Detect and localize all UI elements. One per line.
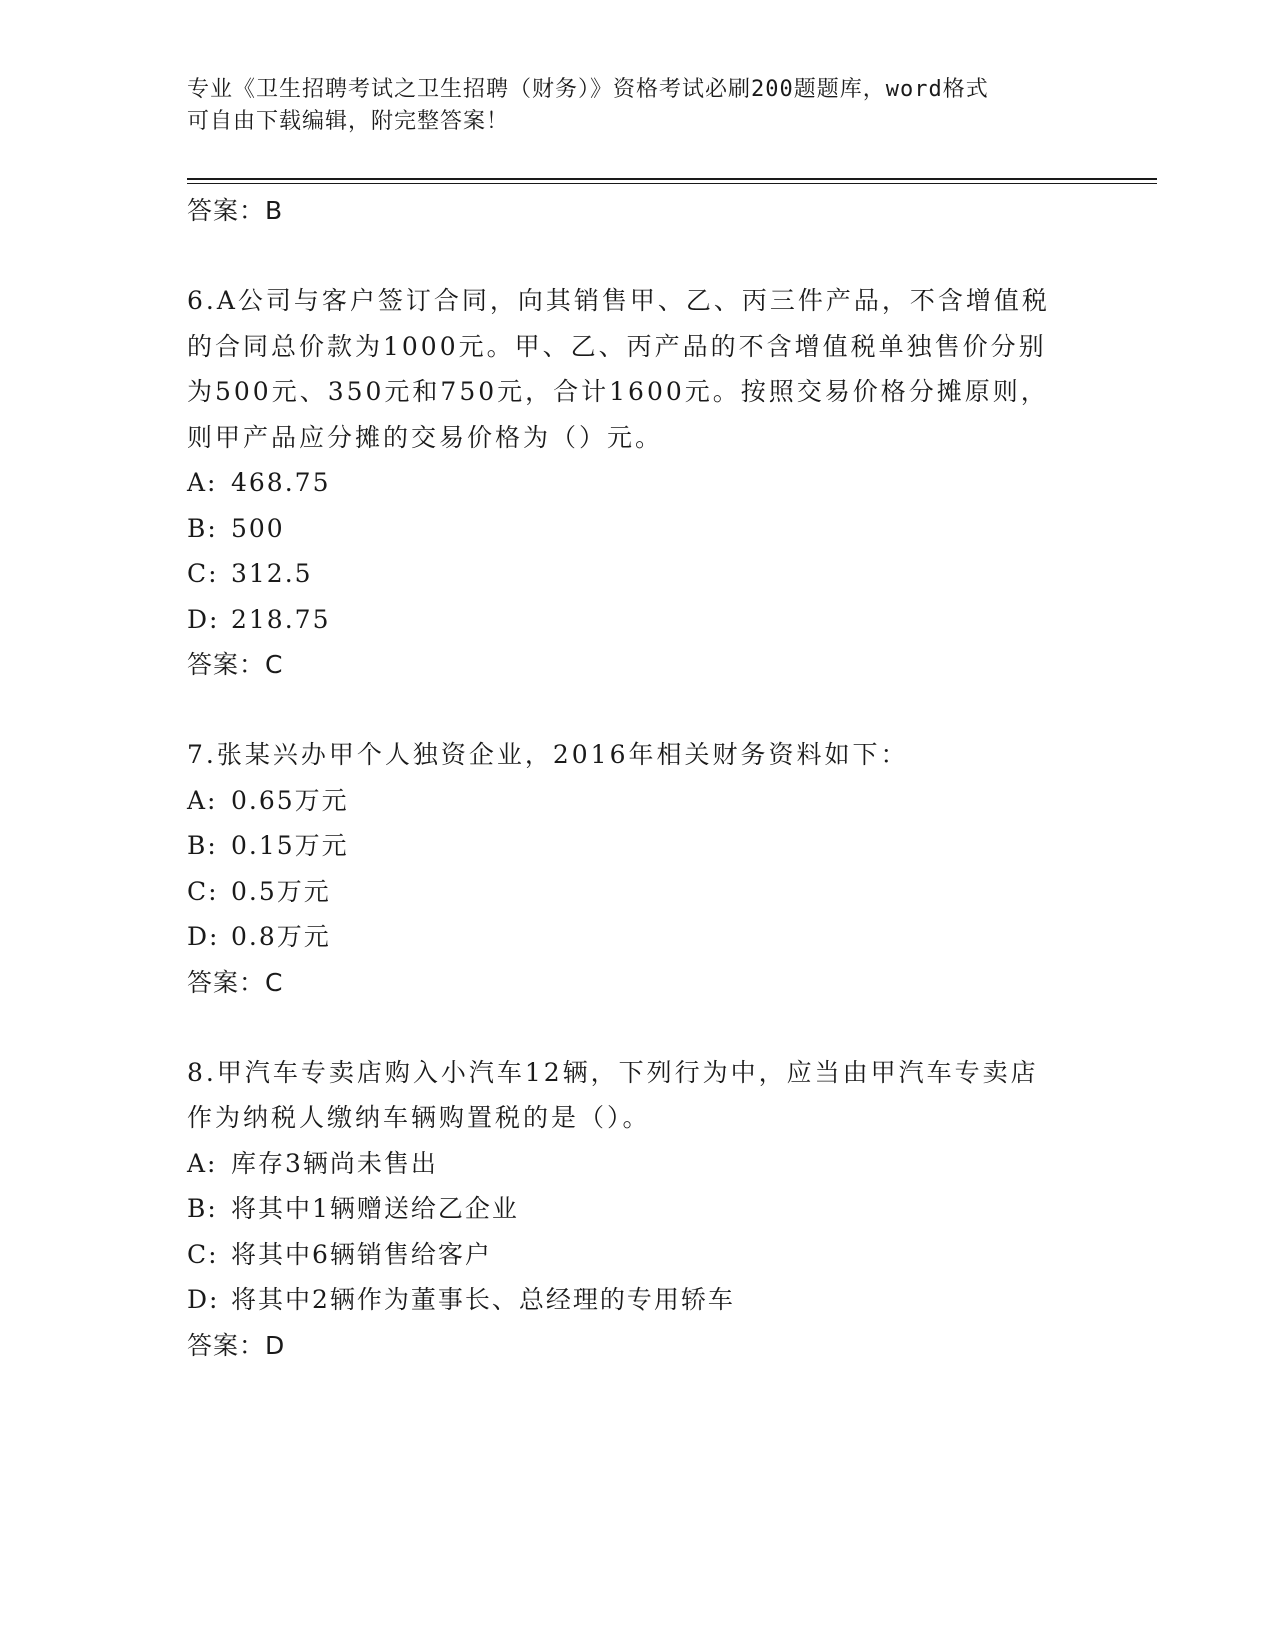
header-title-line-1: 专业《卫生招聘考试之卫生招聘（财务）》资格考试必刷200题题库，word格式 [187, 77, 989, 102]
option-b [187, 823, 1087, 869]
option-text: 312.5 [231, 559, 313, 588]
option-label: A: [187, 1148, 218, 1178]
option-text: 库存3辆尚未售出 [231, 1148, 438, 1178]
option-b [187, 1186, 1087, 1232]
option-label: D: [187, 922, 220, 951]
option-text: 468.75 [231, 468, 331, 497]
option-label: A: [187, 468, 218, 497]
question-text [187, 278, 1087, 460]
answer-line: 答案：B [187, 196, 284, 225]
option-label: B: [187, 831, 218, 860]
question-text-line: 的合同总价款为1000元。甲、乙、丙产品的不含增值税单独售价分别 [187, 331, 1047, 361]
question-text-line: 为500元、350元和750元，合计1600元。按照交易价格分摊原则， [187, 377, 1049, 406]
option-text: 0.15万元 [231, 831, 349, 860]
option-a [187, 1141, 1087, 1187]
option-text: 500 [231, 513, 285, 543]
option-text: 218.75 [231, 604, 331, 634]
option-label: D: [187, 604, 220, 634]
answer-line: 答案：C [187, 967, 284, 997]
answer-line: 答案：C [187, 650, 284, 679]
question-text-line: 6.A公司与客户签订合同，向其销售甲、乙、丙三件产品，不含增值税 [187, 286, 1050, 315]
question-text-line: 7.张某兴办甲个人独资企业，2016年相关财务资料如下： [187, 740, 909, 769]
question-text [187, 732, 1087, 778]
header-divider-thick [187, 178, 1157, 180]
option-label: B: [187, 1194, 218, 1223]
question-list [187, 188, 1087, 1369]
question-text-line: 8.甲汽车专卖店购入小汽车12辆，下列行为中，应当由甲汽车专卖店 [187, 1057, 1039, 1087]
question-item [187, 732, 1087, 1006]
option-label: D: [187, 1285, 220, 1314]
option-text: 0.5万元 [231, 876, 331, 906]
option-d [187, 1277, 1087, 1323]
option-label: C: [187, 559, 219, 588]
question-text [187, 1050, 1087, 1141]
header-divider-thin [187, 183, 1157, 184]
answer-line: 答案：D [187, 1330, 286, 1360]
option-text: 0.65万元 [231, 785, 349, 815]
option-text: 将其中2辆作为董事长、总经理的专用轿车 [231, 1285, 735, 1314]
option-label: B: [187, 513, 218, 543]
option-text: 将其中1辆赠送给乙企业 [231, 1194, 519, 1223]
option-text: 0.8万元 [231, 922, 331, 951]
question-text-line: 作为纳税人缴纳车辆购置税的是（）。 [187, 1103, 651, 1132]
option-c [187, 1232, 1087, 1278]
option-a [187, 460, 1087, 506]
header-title-line-2: 可自由下载编辑，附完整答案！ [187, 109, 510, 134]
question-item [187, 1050, 1087, 1369]
option-a [187, 778, 1087, 824]
option-c [187, 551, 1087, 597]
option-label: A: [187, 785, 218, 815]
option-c [187, 869, 1087, 915]
option-d [187, 597, 1087, 643]
option-text: 将其中6辆销售给客户 [231, 1239, 492, 1269]
option-label: C: [187, 876, 219, 906]
question-item [187, 278, 1087, 688]
option-label: C: [187, 1239, 219, 1269]
question-text-line: 则甲产品应分摊的交易价格为（）元。 [187, 422, 664, 452]
page-header [187, 74, 1067, 138]
option-b [187, 506, 1087, 552]
option-d [187, 914, 1087, 960]
